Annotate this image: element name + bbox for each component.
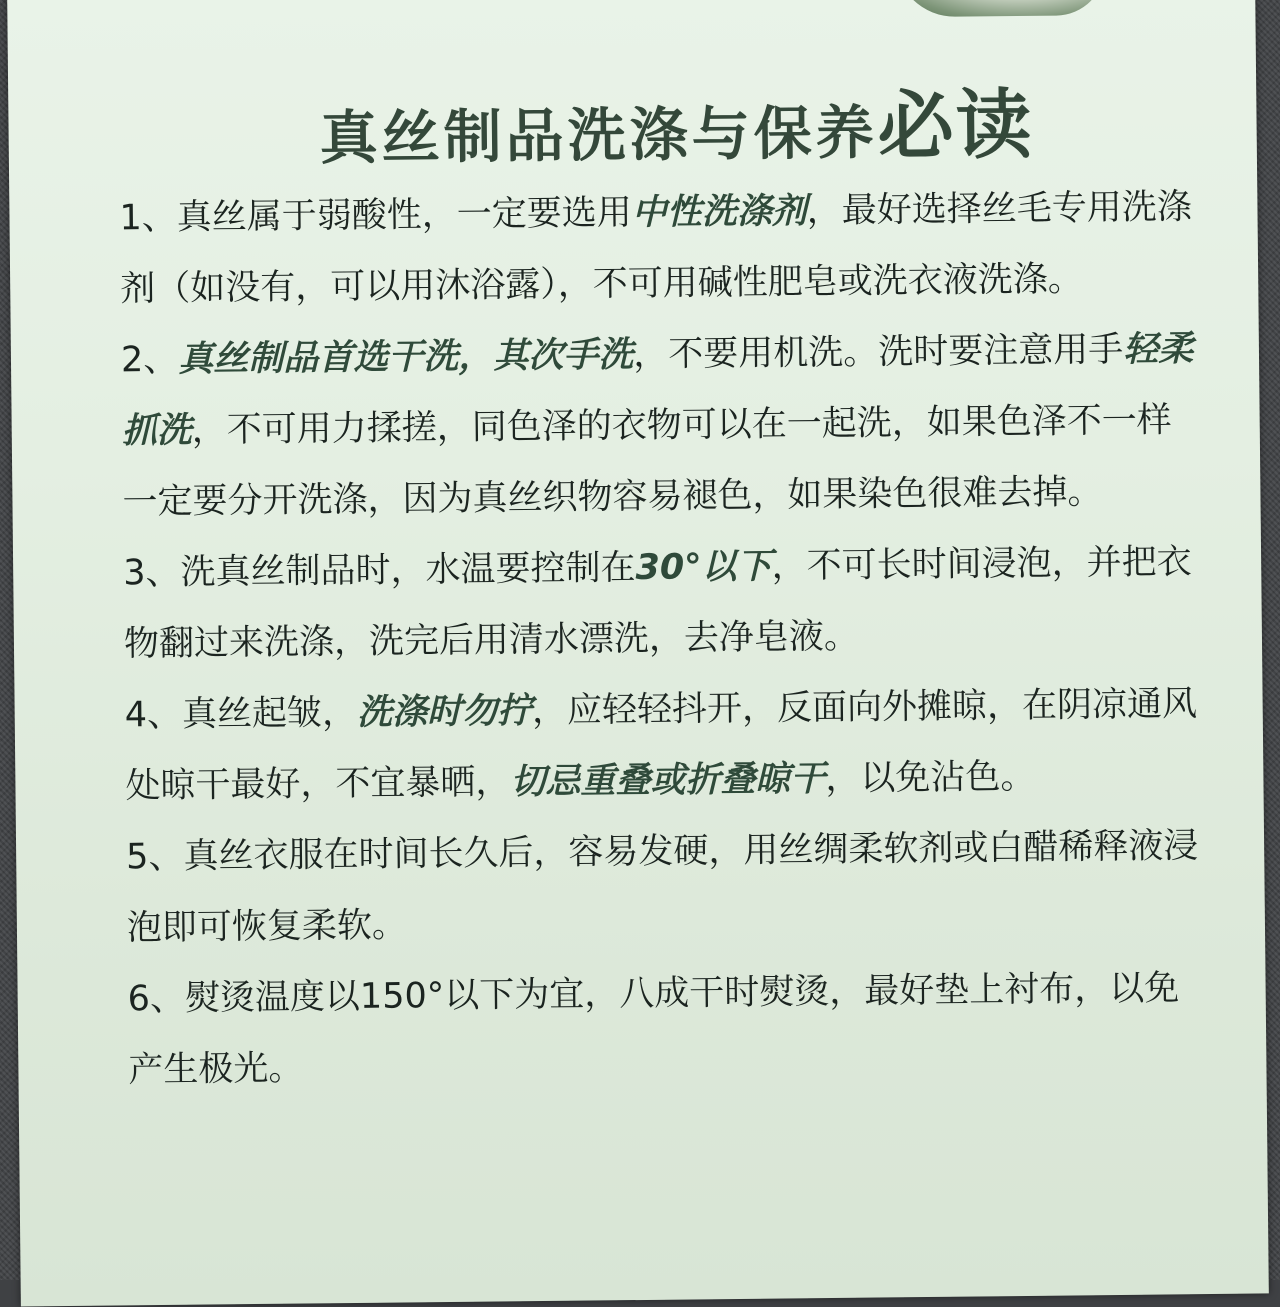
instruction-item-5 <box>126 811 1207 964</box>
item-highlight: 中性洗涤剂 <box>631 191 807 234</box>
item-highlight: 切忌重叠或折叠晾干 <box>510 759 826 803</box>
card-title <box>8 61 1280 184</box>
instruction-item-6 <box>127 953 1208 1106</box>
item-text: ，应轻轻抖开，反面向外摊晾，在阴凉通风处晾干最好，不宜暴晒， <box>125 684 1198 807</box>
title-emphasis: 必读 <box>877 79 1035 171</box>
item-text: ，不可长时间浸泡，并把衣物翻过来洗涤，洗完后用清水漂洗，去净皂液。 <box>123 542 1192 665</box>
item-text: ，最好选择丝毛专用洗涤剂（如没有，可以用沐浴露），不可用碱性肥皂或洗衣液洗涤。 <box>120 187 1192 310</box>
item-highlight: 轻柔抓洗 <box>121 329 1194 452</box>
item-text: 5、真丝衣服在时间长久后，容易发硬，用丝绸柔软剂或白醋稀释液浸泡即可恢复柔软。 <box>125 826 1199 949</box>
instruction-item-3 <box>123 527 1204 680</box>
title-main: 真丝制品洗涤与保养 <box>319 98 879 173</box>
item-text: 3、洗真丝制品时，水温要控制在 <box>123 548 636 594</box>
item-highlight: 真丝制品首选干洗，其次手洗 <box>178 335 634 380</box>
item-text: ，不要用机洗。洗时要注意用手 <box>633 329 1124 376</box>
silk-product-photo-fragment <box>895 0 1106 17</box>
item-highlight: 洗涤时勿拧 <box>356 691 533 733</box>
item-text: 4、真丝起皱， <box>124 692 358 736</box>
instruction-item-1 <box>119 172 1200 325</box>
item-highlight: 30°以下 <box>635 546 772 589</box>
item-text: ，不可用力揉搓，同色泽的衣物可以在一起洗，如果色泽不一样一定要分开洗涤，因为真丝织物容易褪色，如果染色很难去掉。 <box>122 400 1172 523</box>
instruction-list <box>119 172 1209 1106</box>
care-instruction-card <box>7 0 1269 1306</box>
item-text: 2、 <box>120 339 179 381</box>
instruction-item-2 <box>121 314 1203 538</box>
item-text: 1、真丝属于弱酸性，一定要选用 <box>119 193 632 239</box>
item-text: 6、熨烫温度以150°以下为宜，八成干时熨烫，最好垫上衬布，以免产生极光。 <box>127 968 1180 1091</box>
instruction-item-4 <box>124 669 1205 822</box>
item-text: ，以免沾色。 <box>825 756 1036 800</box>
